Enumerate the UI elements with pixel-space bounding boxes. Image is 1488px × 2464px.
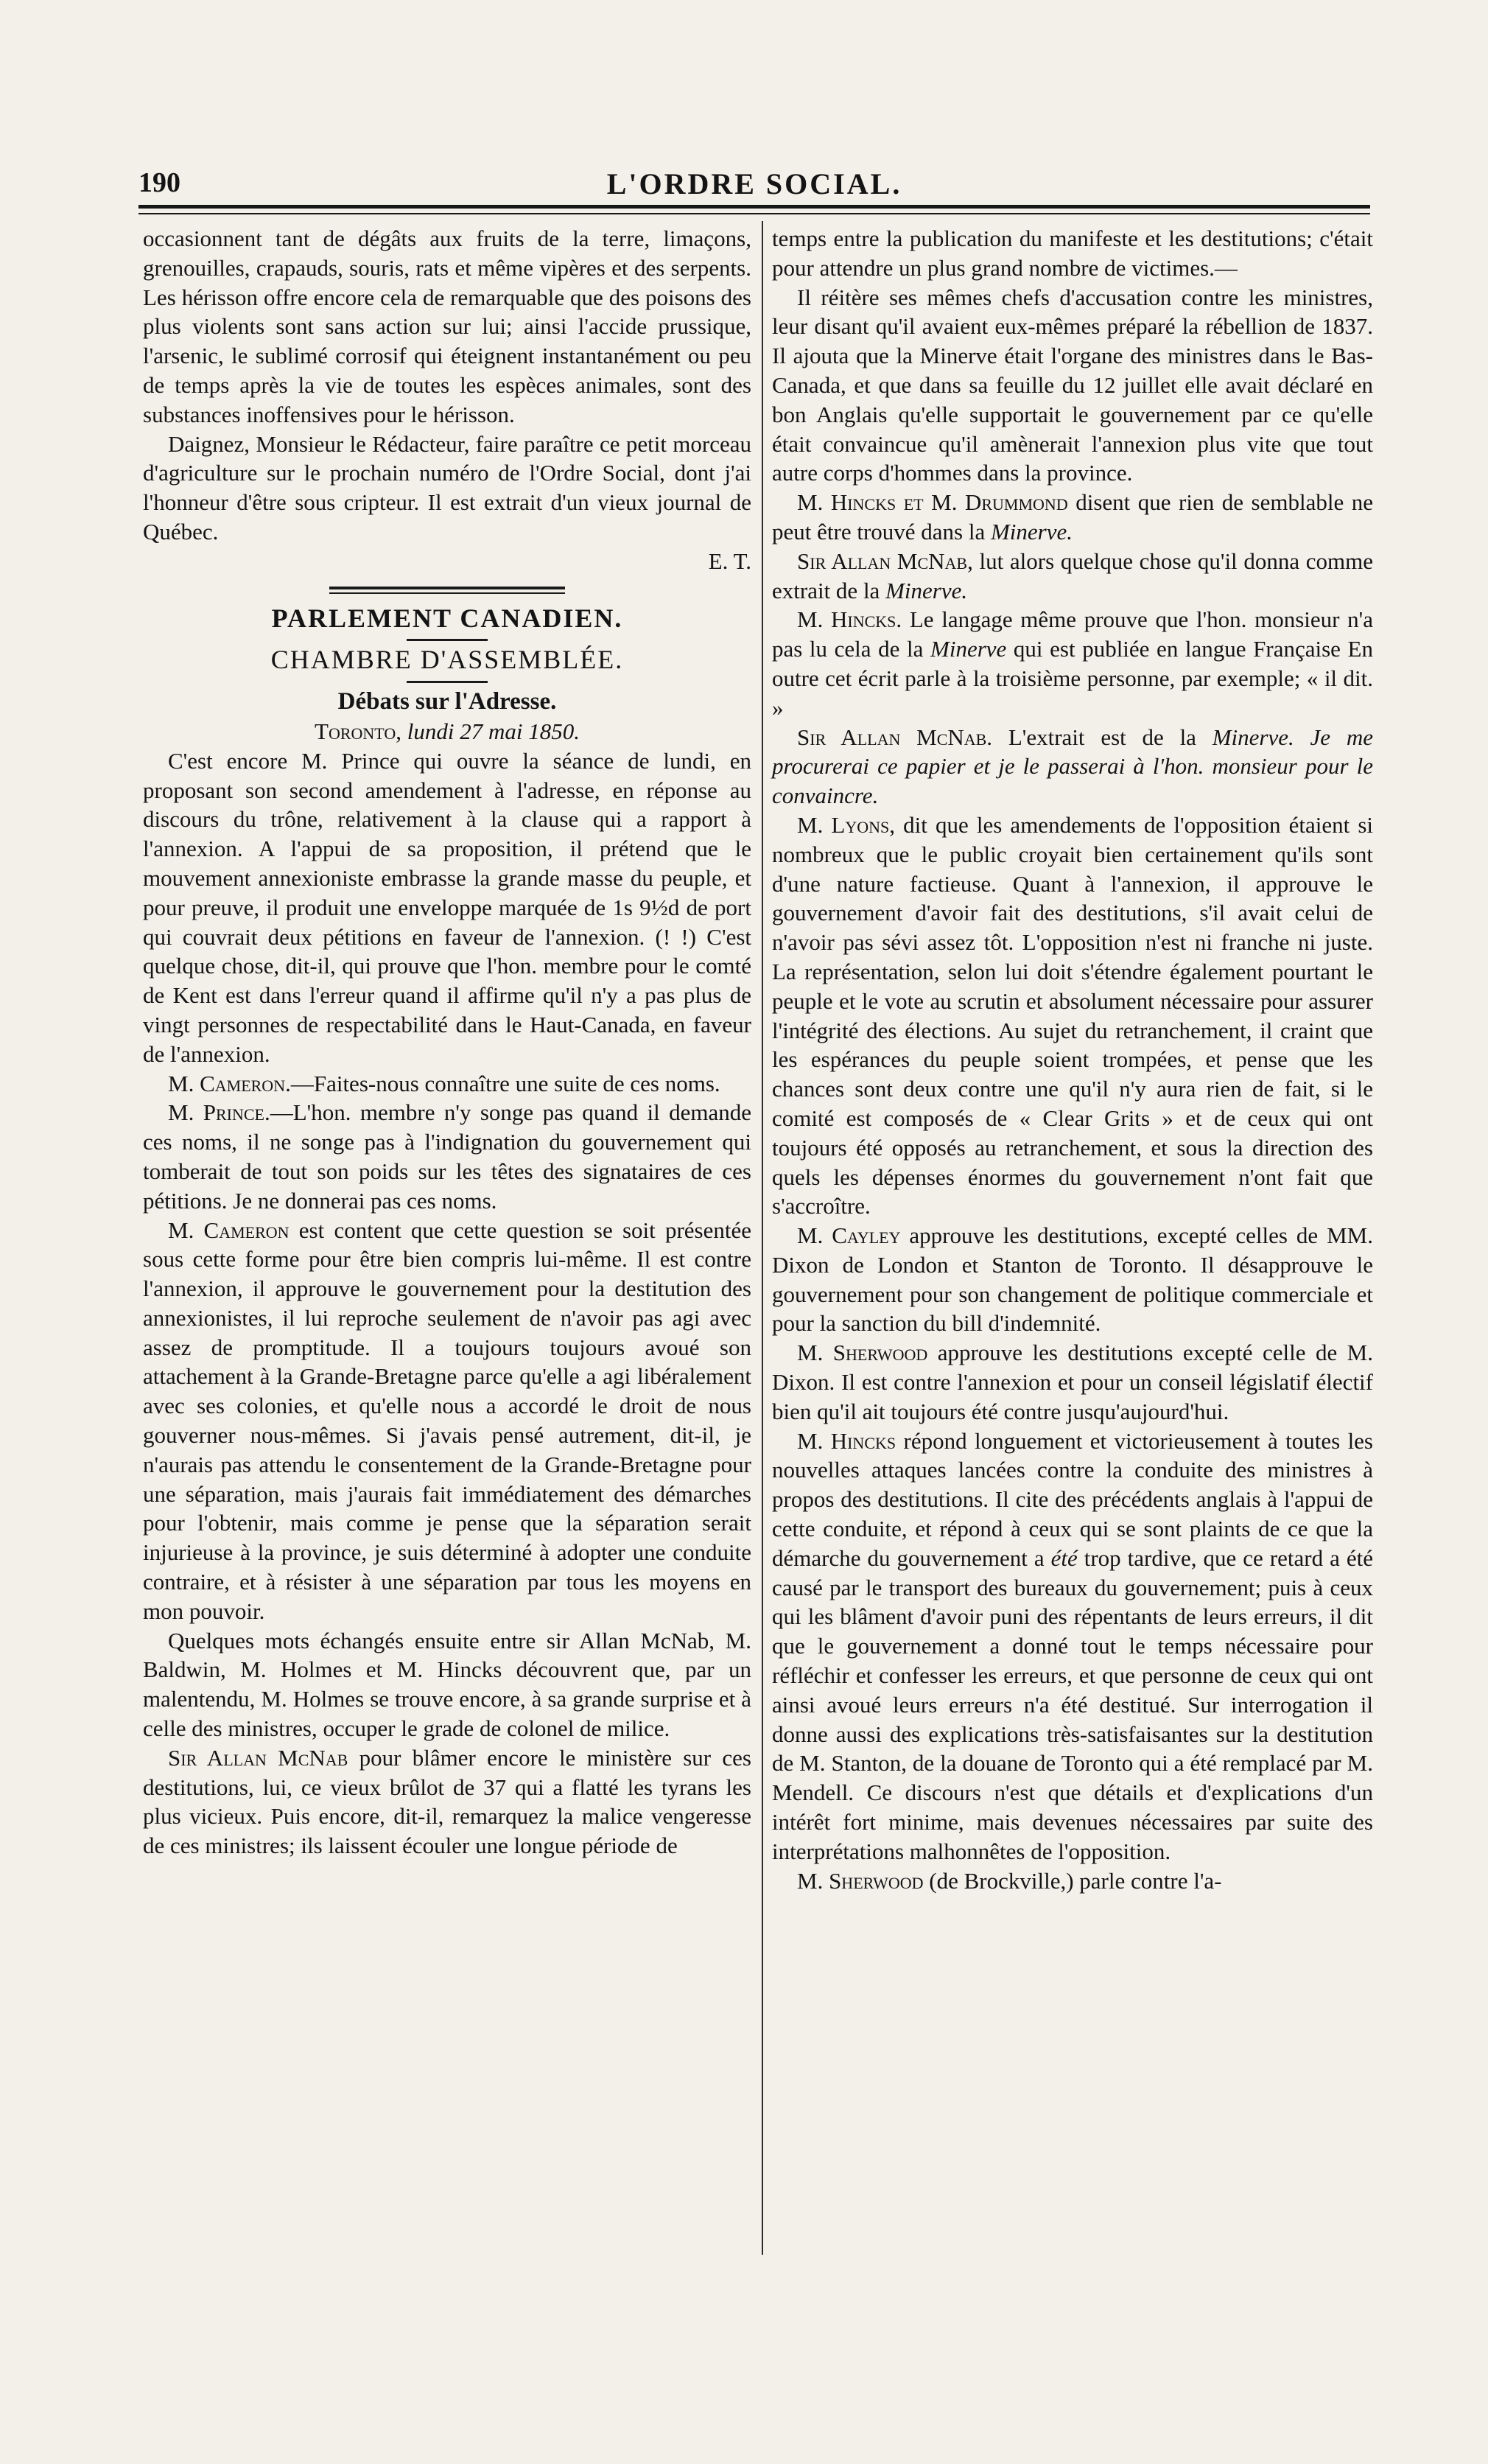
debate-paragraph: [143, 1098, 751, 1215]
debate-paragraph: [143, 1743, 751, 1861]
newspaper-title: L'ORDRE SOCIAL.: [606, 167, 902, 200]
speaker-name: Sir Allan McNab,: [797, 547, 973, 574]
speaker-name: M. Cameron: [168, 1217, 289, 1243]
speaker-name: M. Sherwood: [797, 1867, 924, 1894]
hedgehog-paragraph: occasionnent tant de dégâts aux fruits de la terre, limaçons, grenouilles, crapauds, souris, rats et même vipères et des serpents. Les hérisson offre encore cela de remarquable que des poisons des plus violents sont sans action sur lui; ainsi l'accide prussique, l'arsenic, le sublimé corrosif qui éteignent instantanément ou peu de temps après la vie de toutes les espèces animales, sont des substances inoffensives pour le hérisson.: [143, 225, 751, 427]
speech-italic: Minerve.: [1212, 724, 1294, 750]
speaker-name: M. Prince.: [168, 1099, 270, 1126]
debate-paragraph: [772, 1866, 1373, 1896]
signature-line: [143, 547, 751, 576]
speech-italic: été: [1050, 1544, 1078, 1571]
speaker-name: Sir Allan McNab.: [797, 724, 993, 750]
speech-text: est content que cette question se soit présentée sous cette forme pour être bien compris lui-même. Il est contre l'annexion, il approuve le gouvernement pour la destitution des annexionistes, il lui reproche seulement de n'avoir pas agi avec assez de promptitude. Il a toujours toujours avoué son attachement à la Grande-Bretagne parce qu'elle a agi libéralement avec ses colonies, et qu'elle nous a accordé le droit de nous gouverner nous-mêmes. Si j'avais pensé autrement, dit-il, je n'aurais pas attendu le consentement de la Grande-Bretagne pour une séparation, mais j'aurais fait immédiatement des démarches pour l'obtenir, mais comme je pense que la séparation serait injurieuse à la province, je suis déterminé à adopter une conduite contraire, et à résister à une séparation par tous les moyens en mon pouvoir.: [143, 1217, 751, 1624]
speech-text: répond longuement et victorieusement à toutes les nouvelles attaques lancées contre la conduite des ministres à propos des destitutions. Il cite des précédents anglais à l'appui de cette conduite, et répond à ceux qui se sont plaints de ce que la démarche du gouvernement a: [772, 1427, 1373, 1571]
speech-text: lut alors quelque chose qu'il donna comme extrait de la: [772, 547, 1373, 603]
speaker-name: Sir Allan McNab: [168, 1744, 348, 1771]
speaker-name: M. Lyons,: [797, 811, 896, 838]
speech-text: L'extrait est de la: [992, 724, 1212, 750]
debate-paragraph: [772, 605, 1373, 722]
speech-text: Le langage même prouve que l'hon. monsieur n'a pas lu cela de la: [772, 606, 1373, 662]
dateline-place: Toronto,: [315, 718, 401, 744]
dateline: [143, 717, 751, 746]
speaker-name: M. Cayley: [797, 1222, 901, 1249]
speech-text: (de Brockville,) parle contre l'a-: [923, 1867, 1222, 1894]
speech-text: pour blâmer encore le ministère sur ces destitutions, lui, ce vieux brûlot de 37 qui a flatté les tyrans les plus vicieux. Puis encore, dit-il, remarquez la malice vengeresse de ces ministres; ils laissent écouler une longue période de: [143, 1744, 751, 1859]
small-separator: [407, 681, 488, 683]
debate-title: Débats sur l'Adresse.: [337, 688, 557, 715]
speaker-name: M. Hincks et M. Drummond: [797, 489, 1068, 516]
debate-paragraph: Il réitère ses mêmes chefs d'accusation contre les ministres, leur disant qu'il avaient eux-mêmes préparé la rébellion de 1837. Il ajouta que la Minerve était l'organe des ministres dans le Bas-Canada, et que dans sa feuille du 12 juillet elle avait déclaré en bon Anglais qu'elle supportait le gouvernement par ce qu'elle était convaincue qu'il amènerait l'annexion plus vite que tout autre corps d'hommes dans la province.: [772, 284, 1373, 486]
speaker-name: M. Hincks: [797, 1427, 896, 1454]
small-separator: [407, 639, 488, 641]
column-divider: [762, 221, 763, 2255]
speech-text: —L'hon. membre n'y songe pas quand il demande ces noms, il ne songe pas à l'indignation du gouvernement qui tomberait de tout son poids sur les têtes des signataires de ces pétitions. Je ne donnerai pas ces noms.: [143, 1099, 751, 1214]
speech-italic: Je me procurerai ce papier et je le passerai à l'hon. monsieur pour le convaincre.: [772, 724, 1373, 809]
editor-request-paragraph: Daignez, Monsieur le Rédacteur, faire paraître ce petit morceau d'agriculture sur le prochain numéro de l'Ordre Social, dont j'ai l'honneur d'être sous cripteur. Il est extrait d'un vieux journal de Québec.: [143, 430, 751, 545]
speech-text: dit que les amendements de l'opposition étaient si nombreux que le public croyait bien certainement qu'ils sont d'une nature factieuse. Quant à l'annexion, il approuve le gouvernement d'avoir fait des destitutions, s'il avait celui de n'avoir pas sévi assez tôt. L'opposition n'est ni franche ni juste. La représentation, selon lui doit s'étendre également pourtant le peuple et le vote au scrutin et absolument nécessaire pour assurer l'intégrité des élections. Au sujet du retranchement, il craint que les espérances du peuple soient trompées, et pense que les chances sont deux contre une qu'il n'y aura rien de fait, si le comité est composés de « Clear Grits » et de ceux qui ont toujours été opposés au retranchement, et sous la direction des quels les dépenses énormes du gouvernement n'ont fait que s'accroître.: [772, 811, 1374, 1219]
speech-italic: Minerve.: [990, 518, 1073, 545]
right-column: [772, 224, 1373, 1895]
left-column: [143, 224, 751, 1861]
speaker-name: M. Hincks.: [797, 606, 902, 633]
speech-italic: Minerve: [930, 636, 1007, 662]
debate-paragraph: Quelques mots échangés ensuite entre sir Allan McNab, M. Baldwin, M. Holmes et M. Hincks découvrent que, par un malentendu, M. Holmes se trouve encore, à sa grande surprise et à celle des ministres, occuper le grade de colonel de milice.: [143, 1627, 751, 1742]
page-number: 190: [138, 167, 180, 198]
debate-paragraph: [772, 1221, 1373, 1338]
debate-paragraph: C'est encore M. Prince qui ouvre la séance de lundi, en proposant son second amendement à l'adresse, en réponse au discours du trône, relativement à la clause qui a rapport à l'annexion. A l'appui de sa proposition, il prétend que le mouvement annexioniste embrasse la grande masse du peuple, et pour preuve, il produit une enveloppe marquée de 1s 9½d de port qui couvrait deux pétitions en faveur de l'annexion. (! !) C'est quelque chose, dit-il, qui prouve que l'hon. membre pour le comté de Kent est dans l'erreur quand il affirme qu'il n'y a pas plus de vingt personnes de respectabilité dans le Haut-Canada, en faveur de l'annexion.: [143, 747, 751, 1067]
debate-paragraph: [772, 488, 1373, 547]
debate-paragraph: [772, 811, 1373, 1221]
chamber-title: CHAMBRE D'ASSEMBLÉE.: [270, 645, 624, 675]
page-header: [138, 167, 1370, 208]
speech-text: —Faites-nous connaître une suite de ces noms.: [290, 1070, 720, 1096]
header-rule-thick: [138, 205, 1370, 209]
debate-paragraph: [772, 547, 1373, 606]
debate-paragraph: [143, 1216, 751, 1626]
speech-text: approuve les destitutions excepté celle de M. Dixon. Il est contre l'annexion et pour un conseil législatif électif bien qu'il ait toujours été contre jusqu'aujourd'hui.: [772, 1340, 1373, 1424]
debate-paragraph: [772, 1338, 1373, 1426]
speech-text: qui est publiée en langue Française En outre cet écrit parle à la troisième personne, par exemple; « il dit. »: [772, 636, 1373, 721]
header-rule-thin: [138, 213, 1370, 214]
speaker-name: M. Cameron.: [168, 1070, 291, 1096]
debate-paragraph: [772, 723, 1373, 811]
debate-paragraph: temps entre la publication du manifeste et les destitutions; c'était pour attendre un plus grand nombre de victimes.—: [772, 225, 1373, 281]
speech-italic: Minerve.: [885, 577, 968, 603]
section-title: PARLEMENT CANADIEN.: [271, 603, 623, 633]
debate-paragraph: [143, 1069, 751, 1099]
dateline-date: lundi 27 mai 1850.: [407, 718, 580, 744]
section-separator: [329, 587, 565, 594]
speaker-name: M. Sherwood: [797, 1340, 928, 1366]
speech-text: disent que rien de semblable ne peut être trouvé dans la: [772, 489, 1373, 545]
signature: E. T.: [708, 547, 751, 574]
speech-text: trop tardive, que ce retard a été causé par le transport des bureaux du gouvernement; puis à ceux qui les blâment d'avoir puni des répentants de leurs erreurs, il dit que le gouvernement a donné tout le temps nécessaire pour réfléchir et confesser les erreurs, et que personne de ceux qui ont ainsi avoué leurs erreurs n'a été destitué. Sur interrogation il donne aussi des explications très-satisfaisantes sur la destitution de M. Stanton, de la douane de Toronto qui a été remplacé par M. Mendell. Ce discours n'est que détails et d'explications d'un intérêt fort minime, mais devenues nécessaires par suite des interprétations malhonnêtes de l'opposition.: [772, 1544, 1373, 1864]
debate-paragraph: [772, 1427, 1373, 1866]
speech-text: approuve les destitutions, excepté celles de MM. Dixon de London et Stanton de Toronto. Il désapprouve le gouvernement pour son changement de politique commerciale et pour la sanction du bill d'indemnité.: [772, 1222, 1373, 1337]
